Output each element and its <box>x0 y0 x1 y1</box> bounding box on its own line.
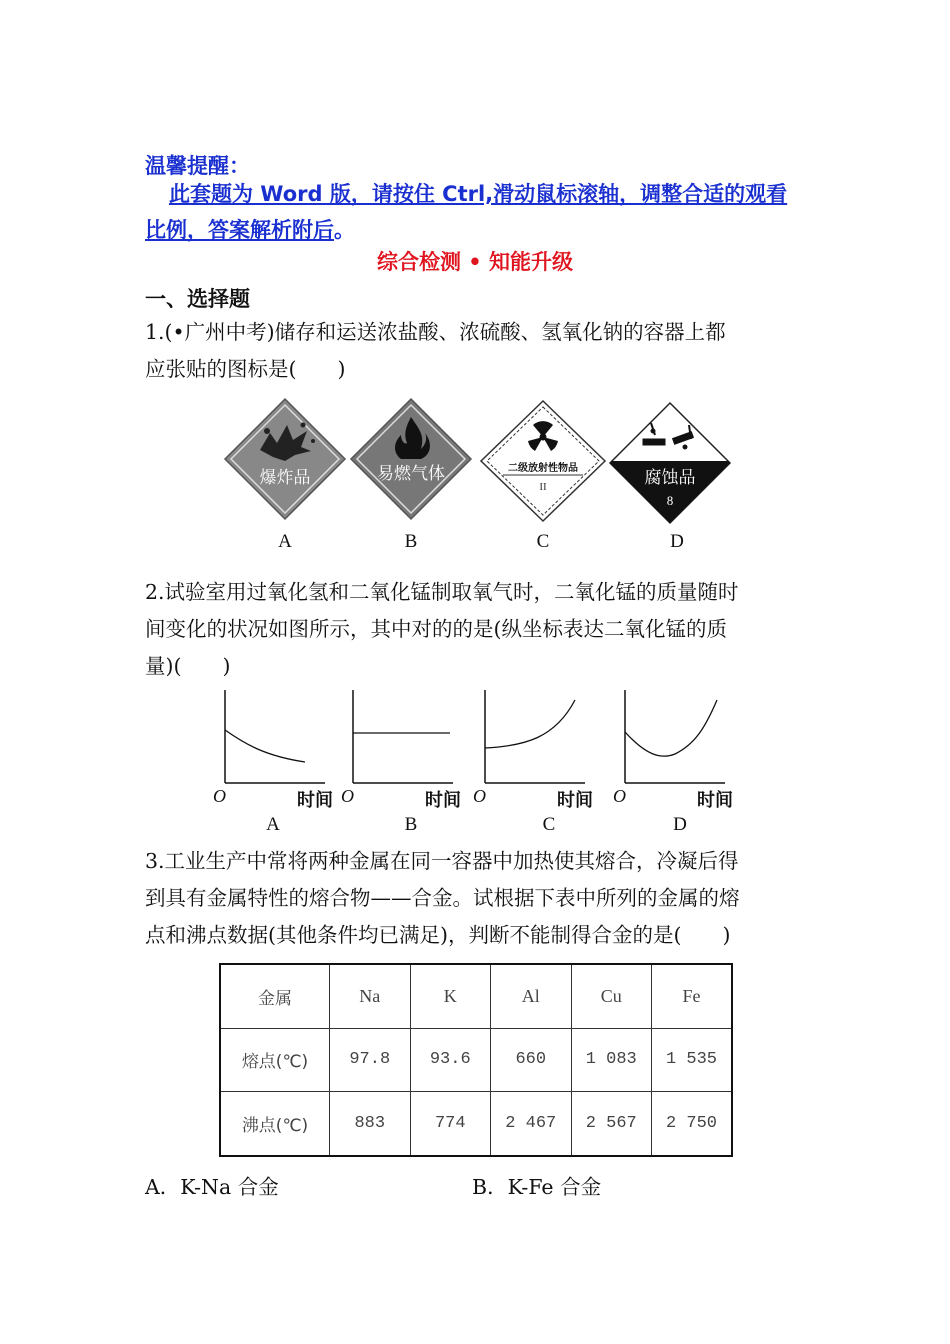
question-2-line-1: 2.试验室用过氧化氢和二氧化锰制取氧气时，二氧化锰的质量随时 <box>145 580 739 604</box>
graph-b-xlabel: 时间 <box>425 790 461 811</box>
sign-d-sub: 8 <box>666 493 674 508</box>
table-cell: 2 567 <box>571 1092 652 1156</box>
graph-b-origin: O <box>341 786 354 806</box>
reminder-line-1: 此套题为 Word 版，请按住 Ctrl,滑动鼠标滚轴，调整合适的观看 <box>169 182 788 206</box>
graph-c-origin: O <box>473 786 486 806</box>
table-cell: 沸点(℃) <box>220 1092 330 1156</box>
sign-a-letter: A <box>278 531 292 552</box>
table-cell: Al <box>491 964 572 1028</box>
table-cell: Fe <box>652 964 733 1028</box>
graph-d-letter: D <box>673 814 687 835</box>
reminder-body <box>145 176 815 248</box>
sign-c-label: 二级放射性物品 <box>508 463 578 474</box>
graph-b <box>341 690 461 835</box>
sign-c-letter: C <box>536 531 550 552</box>
table-cell: 金属 <box>220 964 330 1028</box>
table-cell: 熔点(℃) <box>220 1028 330 1091</box>
table-cell: 2 750 <box>652 1092 733 1156</box>
graph-d <box>613 690 733 835</box>
table-cell: Cu <box>571 964 652 1028</box>
sign-c <box>481 401 605 552</box>
graph-c-letter: C <box>542 814 556 835</box>
sign-c-sub: II <box>539 481 547 493</box>
sign-d-label: 腐蚀品 <box>644 468 696 488</box>
question-2 <box>145 574 810 685</box>
sign-b-letter: B <box>404 531 418 552</box>
reminder-title: 温馨提醒： <box>145 154 250 178</box>
table-row <box>220 1028 732 1091</box>
section-title: 综合检测 • 知能升级 <box>376 250 574 274</box>
sign-a-label: 爆炸品 <box>259 468 311 488</box>
table-cell: 660 <box>491 1028 572 1091</box>
graph-a-letter: A <box>266 814 280 835</box>
graph-d-origin: O <box>613 786 626 806</box>
sign-a <box>225 399 345 552</box>
graph-a-origin: O <box>213 786 226 806</box>
option-b: B．K-Fe 合金 <box>472 1175 602 1199</box>
graph-a-curve <box>225 730 305 762</box>
graph-a-xlabel: 时间 <box>297 790 333 811</box>
sign-b <box>351 399 471 552</box>
table-cell: 774 <box>410 1092 491 1156</box>
question-2-line-2: 间变化的状况如图所示，其中对的的是(纵坐标表达二氧化锰的质 <box>145 617 727 641</box>
table-cell: K <box>410 964 491 1028</box>
question-2-line-3: 量)( ) <box>145 654 231 678</box>
table-cell: 1 083 <box>571 1028 652 1091</box>
table-cell: Na <box>330 964 411 1028</box>
table-header-row <box>220 964 732 1028</box>
table-cell: 97.8 <box>330 1028 411 1091</box>
question-3-line-2: 到具有金属特性的熔合物——合金。试根据下表中所列的金属的熔 <box>145 886 740 910</box>
option-a: A．K-Na 合金 <box>145 1175 279 1199</box>
graph-c-xlabel: 时间 <box>557 790 593 811</box>
question-1-line-1: 1.(•广州中考)储存和运送浓盐酸、浓硫酸、氢氧化钠的容器上都 <box>145 320 726 344</box>
part-heading: 一、选择题 <box>145 287 250 311</box>
metal-properties-table <box>219 963 733 1157</box>
reminder-line-2: 比例，答案解析附后 <box>145 218 334 242</box>
table-cell: 1 535 <box>652 1028 733 1091</box>
graph-a <box>213 690 333 835</box>
reminder-line-2-end: 。 <box>334 218 355 242</box>
question-3 <box>145 843 810 954</box>
question-3-line-1: 3.工业生产中常将两种金属在同一容器中加热使其熔合，冷凝后得 <box>145 849 739 873</box>
sign-b-label: 易燃气体 <box>377 464 445 484</box>
table-row <box>220 1092 732 1156</box>
hazard-signs <box>215 395 745 555</box>
sign-d-letter: D <box>670 531 684 552</box>
mass-time-graphs <box>205 688 750 838</box>
table-cell: 883 <box>330 1092 411 1156</box>
graph-c <box>473 690 593 835</box>
graph-c-curve <box>485 700 575 748</box>
question-3-line-3: 点和沸点数据(其他条件均已满足)，判断不能制得合金的是( ) <box>145 923 731 947</box>
sign-d <box>605 403 735 552</box>
table-cell: 93.6 <box>410 1028 491 1091</box>
graph-d-xlabel: 时间 <box>697 790 733 811</box>
question-1 <box>145 314 810 388</box>
question-1-line-2: 应张贴的图标是( ) <box>145 357 346 381</box>
graph-b-letter: B <box>404 814 418 835</box>
graph-d-curve <box>625 700 717 756</box>
table-cell: 2 467 <box>491 1092 572 1156</box>
